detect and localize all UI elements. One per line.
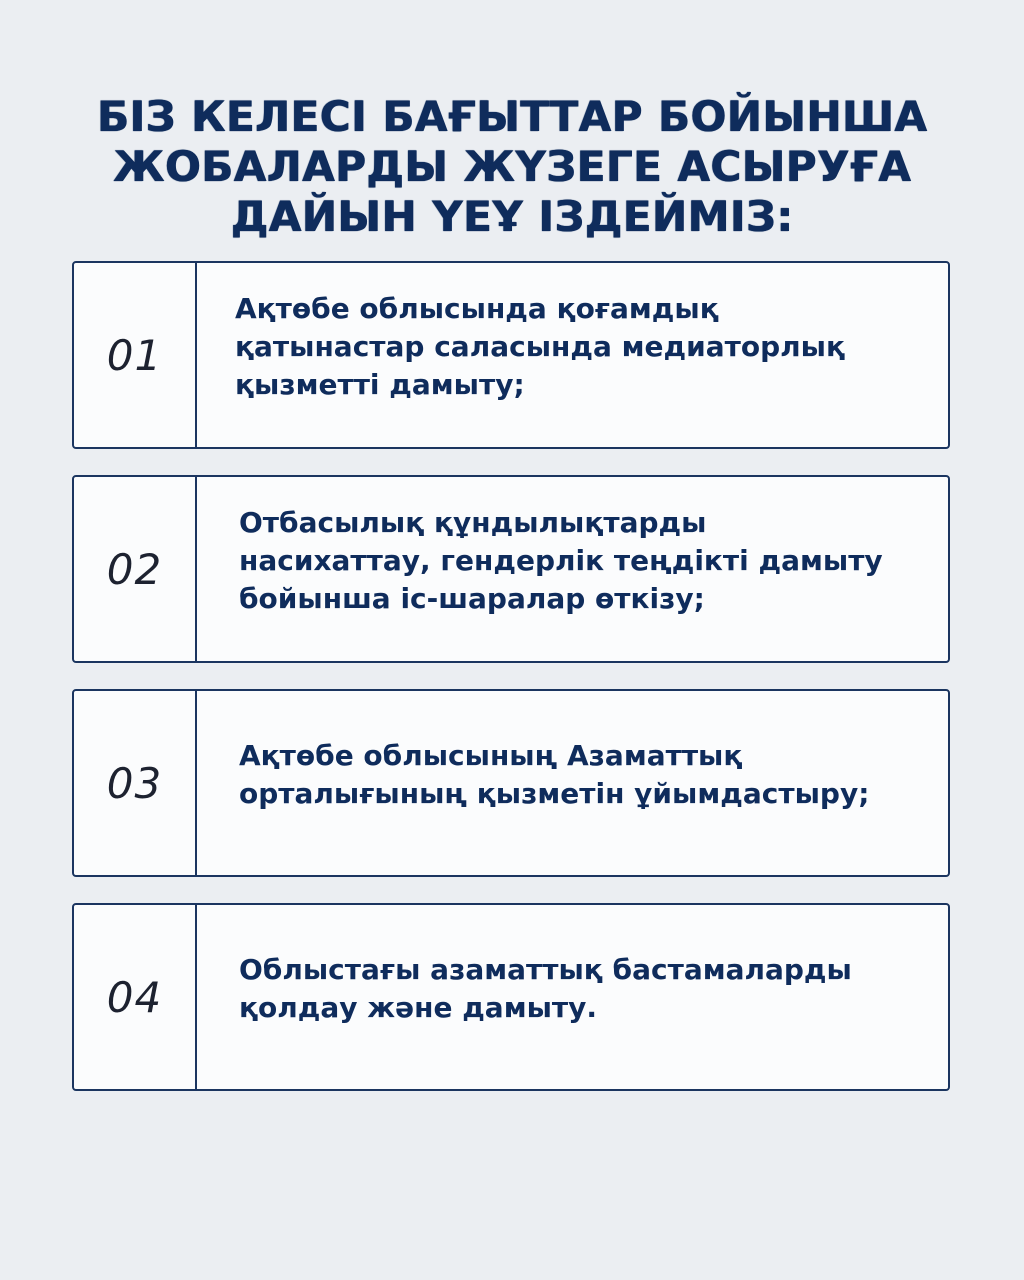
card-text: [197, 905, 948, 1089]
card-text: [197, 691, 948, 875]
card-text-line: орталығының қызметін ұйымдастыру;: [239, 777, 870, 810]
direction-card-02: [72, 475, 950, 663]
card-text-line: бойынша іс-шаралар өткізу;: [239, 582, 705, 615]
card-number: 04: [74, 905, 197, 1089]
card-text-line: Ақтөбе облысының Азаматтық: [239, 739, 743, 772]
card-text-line: насихаттау, гендерлік теңдікті дамыту: [239, 544, 883, 577]
card-text-line: қатынастар саласында медиаторлық: [235, 330, 845, 363]
card-number: 03: [74, 691, 197, 875]
card-text-line: Облыстағы азаматтық бастамаларды: [239, 953, 852, 986]
card-text-line: Отбасылық құндылықтарды: [239, 506, 707, 539]
card-text-line: қызметті дамыту;: [235, 368, 525, 401]
direction-card-01: [72, 261, 950, 449]
card-text: [197, 263, 948, 447]
direction-card-03: [72, 689, 950, 877]
headline-line: БІЗ КЕЛЕСІ БАҒЫТТАР БОЙЫНША: [96, 92, 928, 141]
headline-line: ДАЙЫН ҮЕҰ ІЗДЕЙМІЗ:: [230, 192, 794, 241]
direction-card-04: [72, 903, 950, 1091]
card-text-line: қолдау және дамыту.: [239, 991, 598, 1024]
card-number: 02: [74, 477, 197, 661]
card-number: 01: [74, 263, 197, 447]
card-text-line: Ақтөбе облысында қоғамдық: [235, 292, 719, 325]
headline: [40, 92, 984, 242]
headline-line: ЖОБАЛАРДЫ ЖҮЗЕГЕ АСЫРУҒА: [112, 142, 912, 191]
card-text: [197, 477, 948, 661]
